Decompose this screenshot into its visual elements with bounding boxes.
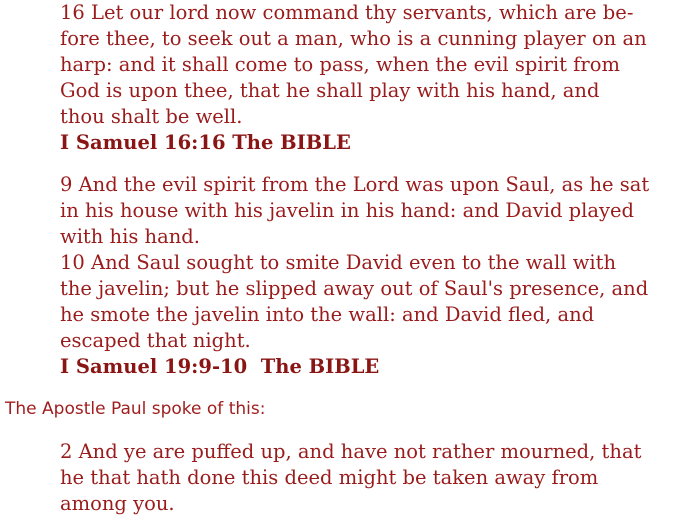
citation: I Samuel 16:16 The BIBLE (60, 131, 351, 154)
verse-text: 2 And ye are puffed up, and have not rather mourned, that he that hath done this deed might be taken away from among you. (60, 440, 642, 515)
verse-text: 10 And Saul sought to smite David even to the wall with the javelin; but he slipped away out of Saul's presence, and he smote the javelin into the wall: and David fled, and escaped that night. (60, 251, 649, 352)
passage-samuel-19 (60, 172, 650, 380)
citation: I Samuel 19:9-10 The BIBLE (60, 355, 380, 378)
verse-text: 16 Let our lord now command thy servants, which are be-fore thee, to seek out a man, who is a cunning player on an harp: and it shall come to pass, when the evil spirit from God is upon thee, that he shall play with his hand, and thou shalt be well. (60, 1, 647, 128)
passage-samuel-16 (60, 0, 650, 156)
verse-text: 9 And the evil spirit from the Lord was upon Saul, as he sat in his house with his javelin in his hand: and David played with his hand. (60, 173, 650, 248)
passage-closing (60, 439, 650, 517)
intro-text: The Apostle Paul spoke of this: (5, 399, 266, 419)
